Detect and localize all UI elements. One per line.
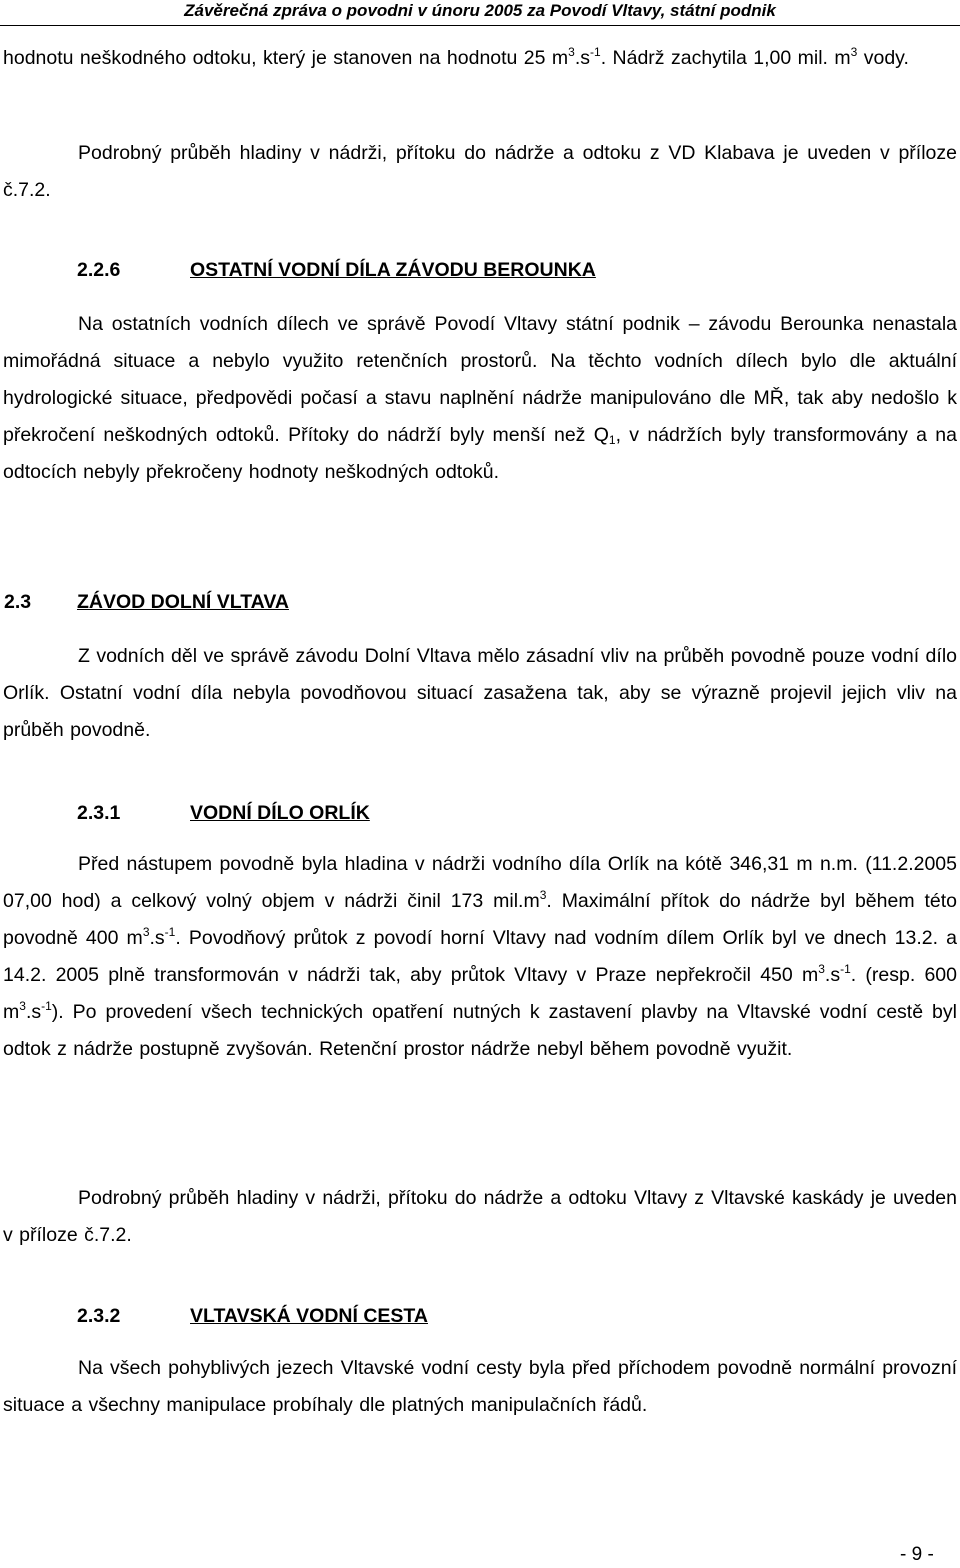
header-divider xyxy=(0,25,960,26)
superscript: 3 xyxy=(818,962,825,976)
paragraph-berounka xyxy=(3,306,957,491)
paragraph-orlik xyxy=(3,846,957,1068)
text-run: Před nástupem povodně byla hladina v nádrži vodního díla Orlík na kótě 346,31 m n.m. (11.2.2005 07,00 hod) a celkový volný objem v nádrži činil 173 mil.m xyxy=(3,853,957,912)
text-run: ). Po provedení všech technických opatření nutných k zastavení plavby na Vltavské vodní cestě byl odtok z nádrže postupně zvyšován. Retenční prostor nádrže nebyl během povodně využit. xyxy=(3,1001,957,1060)
superscript: -1 xyxy=(164,925,176,939)
paragraph-vodni-cesta: Na všech pohyblivých jezech Vltavské vodní cesty byla před příchodem povodně normální provozní situace a všechny manipulace probíhaly dle platných manipulačních řádů. xyxy=(3,1357,957,1416)
superscript: 3 xyxy=(568,45,575,59)
section-heading-2-3-1 xyxy=(77,801,370,825)
text-run: .s xyxy=(25,1001,42,1023)
section-title: VLTAVSKÁ VODNÍ CESTA xyxy=(190,1305,428,1327)
page-number: - 9 - xyxy=(900,1544,934,1565)
superscript: -1 xyxy=(41,999,52,1013)
subscript: 1 xyxy=(608,433,616,447)
text-run: . Povodňový průtok z povodí horní Vltavy nad vodním dílem Orlík byl ve dnech 13.2. a 14.2. 2005 plně transformován v nádrži tak, aby průtok Vltavy v Praze nepřekročil 450 m xyxy=(3,927,958,986)
text-run: , v nádržích byly transformovány a na odtocích nebyly překročeny hodnoty neškodných odtoků. xyxy=(3,424,957,483)
paragraph-klabava-appendix: Podrobný průběh hladiny v nádrži, přítoku do nádrže a odtoku z VD Klabava je uveden v příloze č.7.2. xyxy=(3,142,957,201)
section-number: 2.2.6 xyxy=(77,259,121,281)
text-run: hodnotu neškodného odtoku, který je stanoven na hodnotu 25 m xyxy=(3,47,569,69)
text-run: . Maximální přítok do nádrže byl během této povodně 400 m xyxy=(3,890,957,949)
page-header-title: Závěrečná zpráva o povodni v únoru 2005 za Povodí Vltavy, státní podnik xyxy=(184,1,776,20)
text-run: .s xyxy=(149,927,165,949)
superscript: -1 xyxy=(840,962,851,976)
paragraph-kaskada-appendix: Podrobný průběh hladiny v nádrži, přítoku do nádrže a odtoku Vltavy z Vltavské kaskády je uveden v příloze č.7.2. xyxy=(3,1187,957,1246)
paragraph-dolni-vltava: Z vodních děl ve správě závodu Dolní Vltava mělo zásadní vliv na průběh povodně pouze vodní dílo Orlík. Ostatní vodní díla nebyla povodňovou situací zasažena tak, aby se výrazně projevil jejich vliv na průběh povodně. xyxy=(3,645,957,741)
section-heading-2-3-2 xyxy=(77,1304,428,1328)
text-run: Na ostatních vodních dílech ve správě Povodí Vltavy státní podnik – závodu Berounka nenastala mimořádná situace a nebylo využito retenčních prostorů. Na těchto vodních dílech bylo dle aktuální hydrologické situace, předpovědi počasí a stavu naplnění nádrže manipulováno dle MŘ, tak aby nedošlo k překročení neškodných odtoků. Přítoky do nádrží byly menší než Q xyxy=(3,313,957,446)
text-run: .s xyxy=(824,964,841,986)
section-number: 2.3.1 xyxy=(77,802,121,824)
text-run: . Nádrž zachytila 1,00 mil. m xyxy=(600,47,851,69)
superscript: 3 xyxy=(850,45,858,59)
text-run: vody. xyxy=(857,47,909,69)
section-title: OSTATNÍ VODNÍ DÍLA ZÁVODU BEROUNKA xyxy=(190,259,596,281)
section-number: 2.3 xyxy=(4,591,32,613)
text-run: .s xyxy=(574,47,591,69)
section-title: ZÁVOD DOLNÍ VLTAVA xyxy=(77,591,289,613)
superscript: -1 xyxy=(590,45,601,59)
section-heading-2-3 xyxy=(4,590,289,614)
superscript: 3 xyxy=(142,925,150,939)
superscript: 3 xyxy=(539,888,547,902)
section-number: 2.3.2 xyxy=(77,1305,121,1327)
superscript: 3 xyxy=(19,999,26,1013)
text-run: . (resp. 600 m xyxy=(3,964,957,1023)
paragraph-klabava-outflow xyxy=(3,40,957,77)
section-heading-2-2-6 xyxy=(77,258,596,282)
section-title: VODNÍ DÍLO ORLÍK xyxy=(190,802,370,824)
